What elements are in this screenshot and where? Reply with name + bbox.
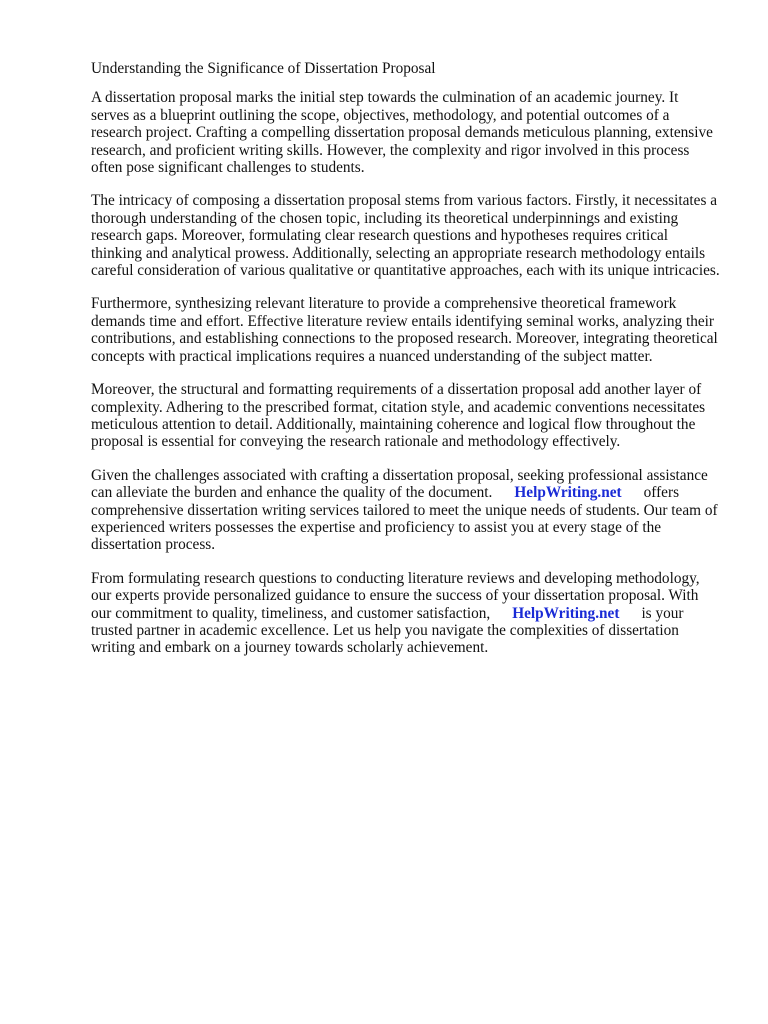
paragraph-5-text-after: offers comprehensive dissertation writing services tailored to meet the unique needs of students. Our team of experienced writers possesses the expertise and proficiency to assist you at every stage of the dissertation process.	[91, 484, 718, 554]
paragraph-2: The intricacy of composing a dissertation proposal stems from various factors. Firstly, it necessitates a thorough understanding of the chosen topic, including its theoretical underpinnings and existing research gaps. Moreover, formulating clear research questions and hypotheses requires critical thinking and analytical prowess. Additionally, selecting an appropriate research methodology entails careful consideration of various qualitative or quantitative approaches, each with its unique intricacies.	[91, 192, 720, 280]
helpwriting-link-2[interactable]: HelpWriting.net	[512, 604, 620, 622]
paragraph-6	[91, 570, 720, 657]
paragraph-3: Furthermore, synthesizing relevant literature to provide a comprehensive theoretical framework demands time and effort. Effective literature review entails identifying seminal works, analyzing their contributions, and establishing connections to the proposed research. Moreover, integrating theoretical concepts with practical implications requires a nuanced understanding of the subject matter.	[91, 295, 718, 365]
paragraph-1: A dissertation proposal marks the initial step towards the culmination of an academic journey. It serves as a blueprint outlining the scope, objectives, methodology, and potential outcomes of a research project. Crafting a compelling dissertation proposal demands meticulous planning, extensive research, and proficient writing skills. However, the complexity and rigor involved in this process often pose significant challenges to students.	[91, 89, 713, 177]
paragraph-6-text-after: is your trusted partner in academic excellence. Let us help you navigate the complexities of dissertation writing and embark on a journey towards scholarly achievement.	[91, 604, 684, 657]
paragraph-4: Moreover, the structural and formatting requirements of a dissertation proposal add another layer of complexity. Adhering to the prescribed format, citation style, and academic conventions necessitates meticulous attention to detail. Additionally, maintaining coherence and logical flow throughout the proposal is essential for conveying the research rationale and methodology effectively.	[91, 381, 706, 451]
paragraph-5	[91, 467, 720, 554]
paragraph-6-text-before: From formulating research questions to conducting literature reviews and developing methodology, our experts provide personalized guidance to ensure the success of your dissertation proposal. With our commitment to quality, timeliness, and customer satisfaction,	[91, 569, 700, 622]
document-title: Understanding the Significance of Dissertation Proposal	[91, 60, 436, 77]
helpwriting-link-1[interactable]: HelpWriting.net	[514, 484, 622, 502]
paragraph-5-text-before: Given the challenges associated with crafting a dissertation proposal, seeking professional assistance can alleviate the burden and enhance the quality of the document.	[91, 466, 708, 502]
